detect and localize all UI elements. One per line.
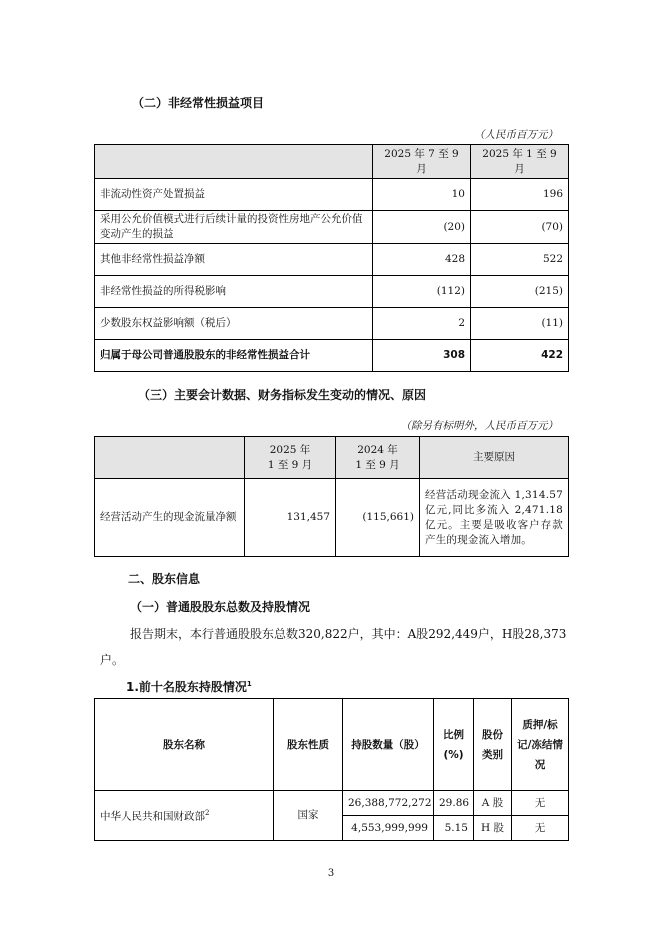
header-2025-period: 1 至 9 月 <box>267 458 313 471</box>
header-reason: 主要原因 <box>420 437 569 479</box>
header-share-type: 股份类别 <box>474 699 512 791</box>
row-q3-value: (112) <box>373 276 471 308</box>
section2-unit-note: （人民币百万元） <box>474 129 558 141</box>
holding-share-type: A 股 <box>474 791 512 816</box>
table-row <box>95 179 569 211</box>
header-nature: 股东性质 <box>274 699 343 791</box>
header-empty-cell <box>95 437 245 479</box>
header-ytd: 2025 年 1 至 9 月 <box>471 145 569 179</box>
section2-title: （二）非经常性损益项目 <box>132 96 265 110</box>
holding-pledge: 无 <box>512 816 569 841</box>
row-q3-value: 10 <box>373 179 471 211</box>
row-q3-value: (20) <box>373 211 471 244</box>
row-2025-value: 131,457 <box>245 479 336 557</box>
shareholder-nature: 国家 <box>274 791 343 841</box>
nonrecurring-table <box>94 144 569 372</box>
holding-ratio: 5.15 <box>434 816 474 841</box>
header-2025-year: 2025 年 <box>269 443 311 456</box>
table-row <box>95 276 569 308</box>
table-row <box>95 308 569 340</box>
part2-subtitle: （一）普通股股东总数及持股情况 <box>130 600 311 614</box>
table-row <box>95 479 569 557</box>
row-ytd-value: (215) <box>471 276 569 308</box>
change-table <box>94 436 569 557</box>
row-ytd-value: (70) <box>471 211 569 244</box>
total-ytd-value: 422 <box>471 340 569 372</box>
section3-unit-note: （除另有标明外，人民币百万元） <box>400 420 558 432</box>
total-q3-value: 308 <box>373 340 471 372</box>
holding-quantity: 4,553,999,999 <box>343 816 434 841</box>
header-2024-year: 2024 年 <box>357 443 398 456</box>
table-header-row <box>95 699 569 791</box>
shareholder-count-paragraph: 报告期末，本行普通股股东总数320,822户，其中：A股292,449户，H股28,373户。 <box>100 627 567 667</box>
row-q3-value: 428 <box>373 244 471 276</box>
row-label: 其他非经常性损益净额 <box>95 244 373 276</box>
header-quantity: 持股数量（股） <box>343 699 434 791</box>
header-2024-period: 1 至 9 月 <box>355 458 400 471</box>
holding-pledge: 无 <box>512 791 569 816</box>
header-2024 <box>336 437 420 479</box>
section3-title: （三）主要会计数据、财务指标发生变动的情况、原因 <box>138 388 427 402</box>
header-empty-cell <box>95 145 373 179</box>
row-ytd-value: (11) <box>471 308 569 340</box>
header-shareholder-name: 股东名称 <box>95 699 274 791</box>
table-row <box>95 211 569 244</box>
shareholder-name-text: 中华人民共和国财政部 <box>100 810 205 823</box>
header-ratio: 比例(%) <box>434 699 474 791</box>
total-label: 归属于母公司普通股股东的非经常性损益合计 <box>95 340 373 372</box>
row-label: 非经常性损益的所得税影响 <box>95 276 373 308</box>
header-2025 <box>245 437 336 479</box>
footnote-marker: 2 <box>205 809 210 818</box>
page-number: 3 <box>327 868 335 879</box>
table-total-row <box>95 340 569 372</box>
table-header-row <box>95 145 569 179</box>
top10-title-text: 1.前十名股东持股情况 <box>126 680 247 694</box>
footnote-marker: 1 <box>246 680 252 688</box>
row-2024-value: (115,661) <box>336 479 420 557</box>
table-header-row <box>95 437 569 479</box>
shareholder-table <box>94 698 569 841</box>
row-reason: 经营活动现金流入 1,314.57亿元,同比多流入 2,471.18亿元。主要是吸收客户存款产生的现金流入增加。 <box>420 479 569 557</box>
table-row <box>95 244 569 276</box>
shareholder-name <box>95 791 274 841</box>
row-label: 经营活动产生的现金流量净额 <box>95 479 245 557</box>
row-label: 非流动性资产处置损益 <box>95 179 373 211</box>
row-label: 采用公允价值模式进行后续计量的投资性房地产公允价值变动产生的损益 <box>95 211 373 244</box>
header-pledge: 质押/标记/冻结情况 <box>512 699 569 791</box>
row-q3-value: 2 <box>373 308 471 340</box>
row-ytd-value: 196 <box>471 179 569 211</box>
holding-share-type: H 股 <box>474 816 512 841</box>
row-label: 少数股东权益影响额（税后） <box>95 308 373 340</box>
top10-title <box>126 678 252 695</box>
holding-ratio: 29.86 <box>434 791 474 816</box>
holding-quantity: 26,388,772,272 <box>343 791 434 816</box>
header-q3: 2025 年 7 至 9 月 <box>373 145 471 179</box>
row-ytd-value: 522 <box>471 244 569 276</box>
part2-title: 二、股东信息 <box>128 572 201 586</box>
table-row <box>95 791 569 816</box>
